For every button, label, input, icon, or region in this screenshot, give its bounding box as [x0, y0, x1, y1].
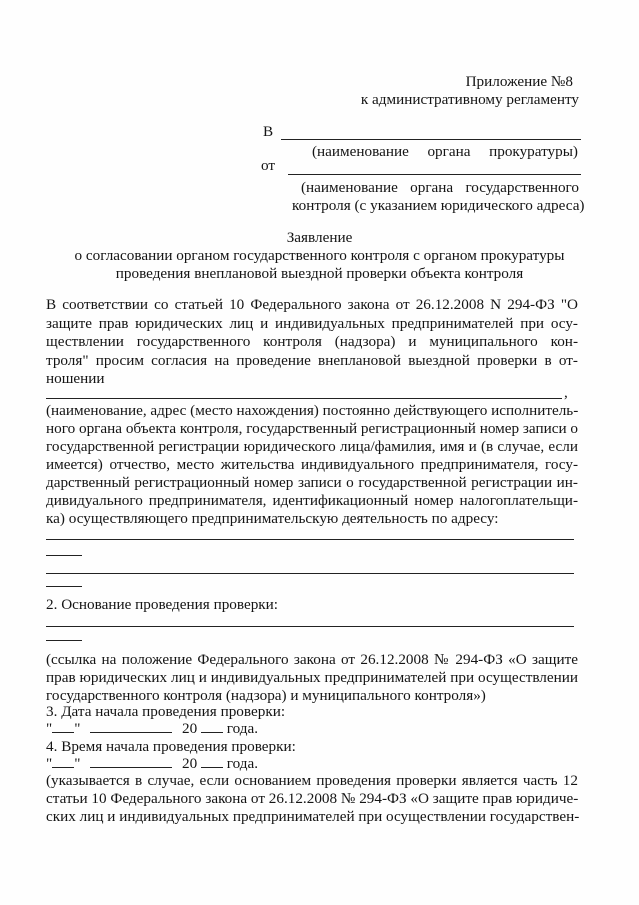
time-month-blank: [90, 755, 172, 768]
from-caption-line1: (наименование органа государственного: [301, 179, 579, 196]
from-prefix: от: [261, 157, 276, 174]
object-desc-line-7: ка) осуществляющего предпринимательскую деятельность по адресу:: [46, 510, 499, 527]
address-field-line-1-tail: [46, 555, 82, 556]
document-subtitle-line2: проведения внеплановой выездной проверки объекта контроля: [115, 265, 524, 282]
from-field-line: [288, 174, 581, 175]
intro-line-1: В соответствии со статьей 10 Федерального закона от 26.12.2008 N 294-ФЗ "О: [46, 296, 578, 313]
object-desc-line-3: государственной регистрации юридического лица/фамилия, имя и (в случае, если: [46, 438, 578, 455]
intro-line-5: ношении: [46, 370, 105, 387]
object-desc-line-4: имеется) отчество, место жительства индивидуального предпринимателя, госу-: [46, 456, 578, 473]
object-desc-line-1: (наименование, адрес (место нахождения) постоянно действующего исполнитель-: [46, 402, 579, 419]
time-note-line-3: ских лиц и индивидуальных предпринимателей при осуществлении государствен-: [46, 808, 580, 825]
intro-line-2: защите прав юридических лиц и индивидуальных предпринимателей при осу-: [46, 315, 578, 332]
start-year-blank: [201, 720, 223, 733]
basis-ref-line-1: (ссылка на положение Федерального закона от 26.12.2008 № 294-ФЗ «О защите: [46, 651, 578, 668]
object-desc-line-5: дарственный регистрационный номер записи о государственной регистрации ин-: [46, 474, 578, 491]
section2-heading: 2. Основание проведения проверки:: [46, 596, 279, 613]
object-field-comma: ,: [564, 384, 568, 401]
basis-field-line-tail: [46, 640, 82, 641]
regulation-label: к административному регламенту: [360, 91, 579, 108]
basis-ref-line-3: государственного контроля (надзора) и муниципального контроля»): [46, 687, 486, 704]
time-note-line-2: статьи 10 Федерального закона от 26.12.2008 № 294-ФЗ «О защите прав юридиче-: [46, 790, 579, 807]
basis-ref-line-2: прав юридических лиц и индивидуальных предпринимателей при осуществлении: [46, 669, 578, 686]
time-day-blank: [52, 755, 74, 768]
time-year-blank: [201, 755, 223, 768]
basis-field-line: [46, 626, 574, 627]
intro-line-4: троля" просим согласия на проведение внеплановой выездной проверки в от-: [46, 352, 578, 369]
start-day-blank: [52, 720, 74, 733]
to-prefix: В: [263, 123, 274, 140]
start-time-row: " " 20 года.: [46, 755, 259, 772]
section4-heading: 4. Время начала проведения проверки:: [46, 738, 296, 755]
start-date-row: " " 20 года.: [46, 720, 259, 737]
object-desc-line-6: дивидуального предпринимателя, идентификационный номер налогоплательщи-: [46, 492, 578, 509]
to-caption: (наименование органа прокуратуры): [312, 143, 578, 160]
address-field-line-2-tail: [46, 586, 82, 587]
section3-heading: 3. Дата начала проведения проверки:: [46, 703, 286, 720]
object-desc-line-2: ного органа объекта контроля, государственный регистрационный номер записи о: [46, 420, 578, 437]
intro-line-3: ществлении государственного контроля (надзора) и муниципального кон-: [46, 333, 578, 350]
address-field-line-1: [46, 539, 574, 540]
object-field-line: [46, 398, 562, 399]
address-field-line-2: [46, 573, 574, 574]
document-subtitle-line1: о согласовании органом государственного контроля с органом прокуратуры: [74, 247, 565, 264]
to-field-line: [281, 139, 581, 140]
time-note-line-1: (указывается в случае, если основанием проведения проверки является часть 12: [46, 772, 578, 789]
appendix-label: Приложение №8: [465, 73, 573, 90]
start-month-blank: [90, 720, 172, 733]
document-title: Заявление: [286, 229, 353, 246]
from-caption-line2: контроля (с указанием юридического адреса): [292, 197, 585, 214]
